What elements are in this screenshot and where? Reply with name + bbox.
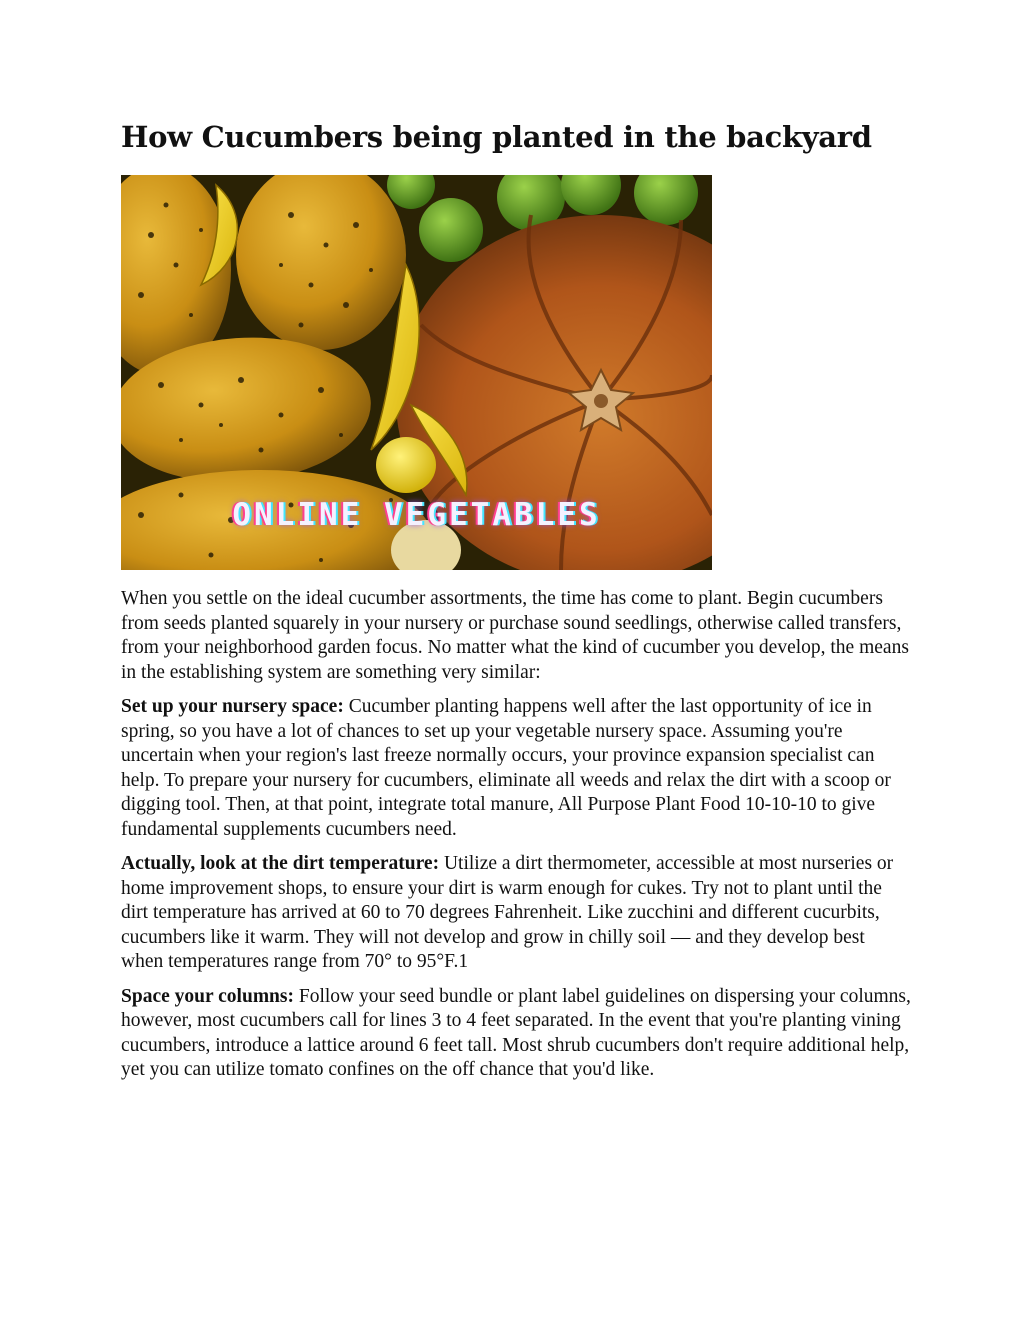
section-paragraph: [121, 695, 911, 842]
section-heading: Actually, look at the dirt temperature:: [121, 853, 440, 874]
section-text: Utilize a dirt thermometer, accessible at most nurseries or home improvement shops, to ensure your dirt is warm enough for cukes. Try not to plant until the dirt temperature has arrived at 60 to 70 degrees Fahrenheit. Like zucchini and different cucurbits, cucumbers like it warm. They will not develop and grow in chilly soil — and they develop best when temperatures range from 70° to 95°F.1: [121, 853, 894, 972]
section-heading: Space your columns:: [121, 985, 294, 1007]
image-caption: ONLINE VEGETABLES: [232, 497, 601, 533]
section-heading: Set up your nursery space:: [121, 696, 344, 717]
page-title: How Cucumbers being planted in the backyard: [121, 120, 872, 154]
section-text: Cucumber planting happens well after the last opportunity of ice in spring, so you have a lot of chances to set up your vegetable nursery space. Assuming you're uncertain when your region's last freeze normally occurs, your province expansion specialist can help. To prepare your nursery for cucumbers, eliminate all weeds and relax the dirt with a scoop or digging tool. Then, at that point, integrate total manure, All Purpose Plant Food 10-10-10 to give fundamental supplements cucumbers need.: [121, 696, 891, 840]
produce-photo: [121, 175, 712, 570]
section-text: Follow your seed bundle or plant label guidelines on dispersing your columns, however, most cucumbers call for lines 3 to 4 feet separated. In the event that you're planting vining cucumbers, introduce a lattice around 6 feet tall. Most shrub cucumbers don't require additional help, yet you can utilize tomato confines on the off chance that you'd like.: [121, 985, 911, 1080]
document-page: [121, 112, 911, 1093]
article-body: [121, 587, 911, 1083]
intro-paragraph: When you settle on the ideal cucumber assortments, the time has come to plant. Begin cucumbers from seeds planted squarely in your nursery or purchase sound seedlings, otherwise called transfers, from your neighborhood garden focus. No matter what the kind of cucumber you develop, the means in the establishing system are something very similar:: [121, 588, 909, 683]
section-paragraph: [121, 852, 911, 975]
section-paragraph: [121, 985, 911, 1083]
